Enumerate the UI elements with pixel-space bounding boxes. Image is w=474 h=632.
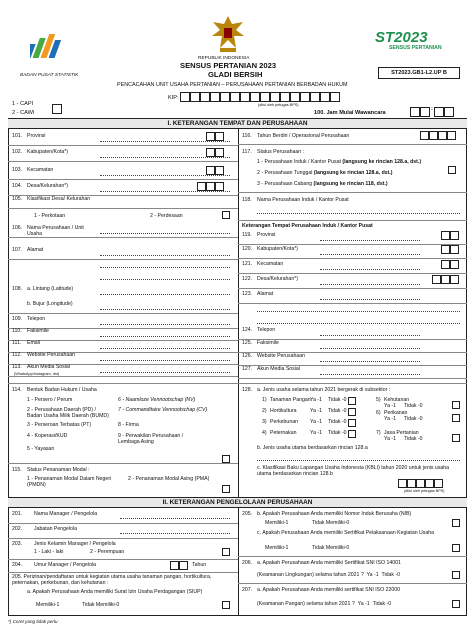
q128b-label: b. Jenis usaha utama berdasarkan rincian 128.a <box>257 445 368 451</box>
section2-title: II. KETERANGAN PENGELOLAAN PERUSAHAAN <box>8 497 467 508</box>
q114-label: Bentuk Badan Hukum / Usaha <box>27 387 97 393</box>
q207-box[interactable] <box>452 600 460 608</box>
status-opt-1: 1 - Perusahaan Induk / Kantor Pusat (langsung ke rincian 128.a, dst.) <box>257 159 422 165</box>
q115-opt-2: 2 - Penanaman Modal Asing (PMA) <box>128 476 210 482</box>
status-opt-3: 3 - Perusahaan Cabang (langsung ke rincian 118, dst.) <box>257 181 388 187</box>
subsektor-box[interactable] <box>348 408 356 416</box>
subsektor-num: 1) <box>262 397 267 403</box>
row-num: 108. <box>12 286 23 292</box>
row-field[interactable] <box>100 360 230 361</box>
socmed-note: (WhatsApp/Instagram, dst) <box>14 372 60 376</box>
induk-label: Akun Media Sosial <box>257 366 300 372</box>
q115-box[interactable] <box>222 485 230 493</box>
row-field[interactable] <box>100 279 230 280</box>
row-field[interactable] <box>100 175 230 176</box>
row-divider <box>8 161 238 162</box>
q115-label: Status Penanaman Modal : <box>27 467 90 473</box>
q114-opt-5: 5 - Yayasan <box>27 446 55 452</box>
induk-num: 123. <box>242 291 253 297</box>
q205c-label: c. Apakah Perusahaan Anda memiliki Sertifikat Pelaksanaan Kegiatan Usaha <box>257 530 435 536</box>
code-boxes[interactable] <box>206 166 224 175</box>
q114-opt-6: 6 - Naamloze Vennootschap (NV) <box>118 397 196 403</box>
q204-boxes[interactable] <box>170 561 188 570</box>
subsektor-num: 6) <box>376 410 381 416</box>
induk-field[interactable] <box>320 361 420 362</box>
socmed-field[interactable] <box>100 372 230 373</box>
induk-field[interactable] <box>320 269 420 270</box>
induk-num: 126. <box>242 353 253 359</box>
row-num: 106. <box>12 225 23 231</box>
column-divider <box>238 129 239 497</box>
q114-opt-9: 9 - Perwakilan Perusahaan / Lembaga Asing <box>118 433 184 445</box>
induk-label: Kecamatan <box>257 261 284 267</box>
subsektor-num: 4) <box>262 430 267 436</box>
row-field[interactable] <box>100 309 230 310</box>
subsektor-label: Hortikultura <box>270 408 297 414</box>
row-num: 110. <box>12 328 22 334</box>
subsektor-num: 7) <box>376 430 381 436</box>
subsektor-box[interactable] <box>348 419 356 427</box>
q118-label: Nama Perusahaan Induk / Kantor Pusat <box>257 197 349 203</box>
code-boxes[interactable] <box>206 132 224 141</box>
ya-option: Ya -1 <box>310 419 323 425</box>
q114-opt-7: 7 - Commanditaire Vennootschap (CV) <box>118 407 208 413</box>
induk-num: 119. <box>242 232 252 238</box>
induk-label: Kabupaten/Kota*) <box>257 246 298 252</box>
q205a-tidak: Tidak Memiliki-0 <box>82 602 120 608</box>
ya-option: Ya -1 <box>384 416 397 422</box>
sex-opt-1: 1 - Laki - laki <box>34 549 64 555</box>
q205b-box[interactable] <box>452 519 460 527</box>
row-field[interactable] <box>100 324 230 325</box>
subsektor-num: 5) <box>376 397 381 403</box>
q206-keamanan: (Keamanan Lingkungan) selama tahun 2021 ? Ya -1 Tidak -0 <box>257 572 401 578</box>
q116-num: 116. <box>242 133 252 139</box>
row-num: 105. <box>12 196 23 202</box>
induk-field[interactable] <box>257 323 460 324</box>
klasifikasi-box[interactable] <box>222 211 230 219</box>
q114-opt-1: 1 - Persero / Perum <box>27 397 73 403</box>
q205c-memiliki: Memiliki-1 <box>265 545 289 551</box>
footer-note: *) Coret yang tidak perlu <box>8 619 58 624</box>
subsektor-label: Perikanan <box>384 410 408 416</box>
induk-num: 120. <box>242 246 253 252</box>
row-field[interactable] <box>100 336 230 337</box>
sex-opt-2: 2 - Perempuan <box>90 549 125 555</box>
induk-num: 124. <box>242 327 253 333</box>
induk-label: Telepon <box>257 327 276 333</box>
q207-label: a. Apakah Perusahaan Anda memiliki sertifikat SNI ISO 22000 <box>257 587 401 593</box>
row-divider <box>8 179 238 180</box>
kip-boxes[interactable] <box>180 92 340 102</box>
q206-label: a. Apakah Perusahaan Anda memiliki Sertifikat SNI ISO 14001 <box>257 560 401 566</box>
row-divider <box>238 244 467 245</box>
q117-label: Status Perusahaan : <box>257 149 305 155</box>
bps-logo <box>30 32 74 62</box>
induk-field[interactable] <box>320 335 420 336</box>
induk-label: Desa/Kelurahan*) <box>257 276 298 282</box>
subsektor-box[interactable] <box>348 430 356 438</box>
klasifikasi-opt-2: 2 - Perdesaan <box>150 213 183 219</box>
induk-field[interactable] <box>320 254 420 255</box>
capi-option: 1 - CAPI <box>12 101 34 107</box>
row-num: 113. <box>12 364 22 370</box>
tidak-option: Tidak -0 <box>404 403 423 409</box>
row-label: Klasifikasi Desa/ Kelurahan <box>27 196 91 202</box>
kip-note: (diisi oleh petugas BPS) <box>258 103 299 107</box>
klasifikasi-opt-1: 1 - Perkotaan <box>34 213 66 219</box>
ya-option: Ya -1 <box>310 397 323 403</box>
subsektor-box[interactable] <box>452 434 460 442</box>
q205a-label: a. Apakah Perusahaan Anda memiliki Surat Izin Usaha Perdagangan (SIUP) <box>27 589 203 595</box>
row-field[interactable] <box>100 348 230 349</box>
q116-label: Tahun Berdiri / Operasional Perusahaan <box>257 133 350 139</box>
subsektor-box[interactable] <box>452 414 460 422</box>
induk-num: 122. <box>242 276 253 282</box>
q207-num: 207. <box>242 587 253 593</box>
code-boxes[interactable] <box>441 260 459 269</box>
row-divider <box>8 237 238 238</box>
q205b-tidak: Tidak Memiliki-0 <box>312 520 350 526</box>
bps-name: BADAN PUSAT STATISTIK <box>20 73 79 78</box>
subsektor-label: Jasa Pertanian <box>384 430 419 436</box>
row-divider <box>8 259 238 260</box>
q118-num: 118. <box>242 197 252 203</box>
ya-option: Ya -1 <box>310 408 323 414</box>
q114-opt-4: 4 - Koperasi/KUD <box>27 433 68 439</box>
subsektor-label: Kehutanan <box>384 397 410 403</box>
tidak-option: Tidak -0 <box>328 408 347 414</box>
subsektor-box[interactable] <box>348 397 356 405</box>
kip-label: KIP: <box>168 95 179 101</box>
induk-field[interactable] <box>320 240 420 241</box>
code-boxes[interactable] <box>432 275 459 284</box>
st-logo-sub: SENSUS PERTANIAN <box>389 45 442 51</box>
induk-label: Alamat <box>257 291 274 297</box>
q205c-box[interactable] <box>452 544 460 552</box>
q204-label: Umur Manager / Pengelola <box>34 562 96 568</box>
row-label: a. Lintang (Latitude) <box>27 286 74 292</box>
row-num: 101. <box>12 133 23 139</box>
row-divider <box>8 208 238 209</box>
row-divider <box>238 288 467 289</box>
st-logo-text: ST2023 <box>375 29 428 46</box>
row-field[interactable] <box>100 233 230 234</box>
tidak-option: Tidak -0 <box>404 436 423 442</box>
q202-label: Jabatan Pengelola <box>34 526 77 532</box>
subsektor-label: Tanaman Pangan <box>270 397 311 403</box>
page-subtitle: PENCACAHAN UNIT USAHA PERTANIAN – PERUSAHAAN PERTANIAN BERBADAN HUKUM <box>117 82 348 88</box>
row-num: 102. <box>12 149 23 155</box>
row-divider <box>8 376 238 377</box>
q206-num: 206. <box>242 560 253 566</box>
q114-box[interactable] <box>222 455 230 463</box>
tidak-option: Tidak -0 <box>328 397 347 403</box>
row-field[interactable] <box>100 255 230 256</box>
row-label: Akun Media Sosial <box>27 364 70 370</box>
q128c-label: c. Klasifikasi Baku Lapangan Usaha Indonesia (KBLI) tahun 2020 untuk jenis usaha utama berdasarkan rincian 128.b <box>257 465 450 477</box>
jam-boxes[interactable]: : <box>410 107 454 117</box>
gladi-title: GLADI BERSIH <box>208 70 263 79</box>
induk-field[interactable] <box>320 299 420 300</box>
induk-title: Keterangan Tempat Perusahaan Induk / Kantor Pusat <box>242 223 373 229</box>
q117-box[interactable] <box>448 166 456 174</box>
induk-field[interactable] <box>320 348 420 349</box>
induk-field[interactable] <box>257 311 460 312</box>
subsektor-num: 3) <box>262 419 267 425</box>
row-field[interactable] <box>100 267 230 268</box>
row-label: Desa/Kelurahan*) <box>27 183 68 189</box>
q205c-tidak: Tidak Memiliki-0 <box>312 545 350 551</box>
induk-num: 121. <box>242 261 253 267</box>
code-boxes[interactable] <box>206 148 224 157</box>
q128c-boxes[interactable] <box>398 479 443 488</box>
q203-label: Jenis Kelamin Manager / Pengelola <box>34 541 116 547</box>
jam-label: 100. Jam Mulai Wawancara <box>314 110 386 116</box>
row-field[interactable] <box>100 191 230 192</box>
q114-opt-2: 2 - Perusahaan Daerah (PD) / Badan Usaha Milik Daerah (BUMD) <box>27 407 109 419</box>
q115-num: 115. <box>12 467 22 473</box>
row-num: 107. <box>12 247 23 253</box>
row-divider <box>8 145 238 146</box>
q201-label: Nama Manager / Pengelola <box>34 511 98 517</box>
q205b-memiliki: Memiliki-1 <box>265 520 289 526</box>
form-code: ST2023.GB1-L2.UP B <box>378 67 460 79</box>
row-label: b. Bujur (Longitude) <box>27 301 73 307</box>
row-field[interactable] <box>100 141 230 142</box>
row-divider <box>8 313 238 314</box>
q203-box[interactable] <box>222 548 230 556</box>
mode-box[interactable] <box>52 104 62 114</box>
row-label: Nama Perusahaan / Unit Usaha <box>27 225 84 237</box>
kbli-note: (diisi oleh petugas BPS) <box>404 489 445 493</box>
row-label: Alamat <box>27 247 44 253</box>
row-num: 112. <box>12 352 22 358</box>
row-label: Faksimile <box>27 328 49 334</box>
q128a-label: a. Jenis usaha selama tahun 2021 bergerak di subsektor : <box>257 387 391 393</box>
q128b-field[interactable] <box>257 460 460 461</box>
q205-label: 205. Perizinan/pendaftaran untuk kegiatan utama usaha tanaman pangan, hortikultura, peternakan, perkebunan, dan kehutanan : <box>12 574 212 586</box>
tidak-option: Tidak -0 <box>404 416 423 422</box>
q207-keamanan: (Keamanan Pangan) selama tahun 2021 ? Ya -1 Tidak -0 <box>257 601 392 607</box>
row-num: 103. <box>12 167 23 173</box>
code-boxes[interactable] <box>441 245 459 254</box>
code-boxes[interactable] <box>441 231 459 240</box>
induk-num: 127. <box>242 366 253 372</box>
row-label: Provinsi <box>27 133 46 139</box>
row-label: Kecamatan <box>27 167 54 173</box>
induk-label: Website Perusahaan <box>257 353 306 359</box>
cawi-option: 2 - CAWI <box>12 110 35 116</box>
q202-num: 202. <box>12 526 23 532</box>
row-num: 109. <box>12 316 23 322</box>
induk-field[interactable] <box>320 284 420 285</box>
q205b-label: b. Apakah Perusahaan Anda memiliki Nomor Induk Berusaha (NIB) <box>257 511 412 517</box>
row-label: Email <box>27 340 40 346</box>
row-num: 104. <box>12 183 23 189</box>
q115-opt-1: 1 - Penanaman Modal Dalam Negeri (PMDN) <box>27 476 112 488</box>
q201-field[interactable] <box>120 518 230 519</box>
row-divider <box>238 378 467 379</box>
q205b-num: 205. <box>242 511 253 517</box>
induk-label: Faksimile <box>257 340 279 346</box>
q204-num: 204. <box>12 562 23 568</box>
q114-num: 114. <box>12 387 22 393</box>
st2023-logo <box>375 30 455 60</box>
row-field[interactable] <box>100 157 230 158</box>
induk-field[interactable] <box>320 374 420 375</box>
republic-text: REPUBLIK INDONESIA <box>198 56 250 61</box>
code-boxes[interactable] <box>197 182 224 191</box>
q117-num: 117. <box>242 149 252 155</box>
q116-boxes[interactable] <box>420 131 456 140</box>
ya-option: Ya -1 <box>310 430 323 436</box>
garuda-emblem <box>210 14 246 54</box>
subsektor-label: Peternakan <box>270 430 297 436</box>
tidak-option: Tidak -0 <box>328 419 347 425</box>
ya-option: Ya -1 <box>384 436 397 442</box>
row-label: Website Perusahaan <box>27 352 76 358</box>
tahun-label: Tahun <box>192 562 207 568</box>
ya-option: Ya -1 <box>384 403 397 409</box>
q205a-box[interactable] <box>222 601 230 609</box>
status-opt-2: 2 - Perusahaan Tunggal (langsung ke rincian 128.a, dst.) <box>257 170 393 176</box>
row-divider <box>238 273 467 274</box>
row-divider <box>238 258 467 259</box>
column-divider-2 <box>238 508 239 616</box>
q202-field[interactable] <box>120 533 230 534</box>
row-label: Kabupaten/Kota*) <box>27 149 68 155</box>
row-label: Telepon <box>27 316 46 322</box>
q205a-memiliki: Memiliki-1 <box>36 602 60 608</box>
q206-box[interactable] <box>452 571 460 579</box>
q118-field[interactable] <box>257 213 460 214</box>
tidak-option: Tidak -0 <box>328 430 347 436</box>
induk-num: 125. <box>242 340 253 346</box>
induk-label: Provinsi <box>257 232 276 238</box>
q128-num: 128. <box>242 387 253 393</box>
q114-opt-3: 3 - Perseroan Terbatas (PT) <box>27 422 92 428</box>
subsektor-label: Perkebunan <box>270 419 298 425</box>
row-num: 111. <box>12 340 22 346</box>
subsektor-box[interactable] <box>452 401 460 409</box>
q203-num: 203. <box>12 541 23 547</box>
q114-opt-8: 8 - Firma <box>118 422 139 428</box>
census-title: SENSUS PERTANIAN 2023 <box>180 61 277 70</box>
subsektor-num: 2) <box>262 408 267 414</box>
row-field[interactable] <box>100 294 230 295</box>
row-divider <box>238 303 467 304</box>
q201-num: 201. <box>12 511 23 517</box>
section1-title: I. KETERANGAN TEMPAT DAN PERUSAHAAN <box>8 118 467 129</box>
